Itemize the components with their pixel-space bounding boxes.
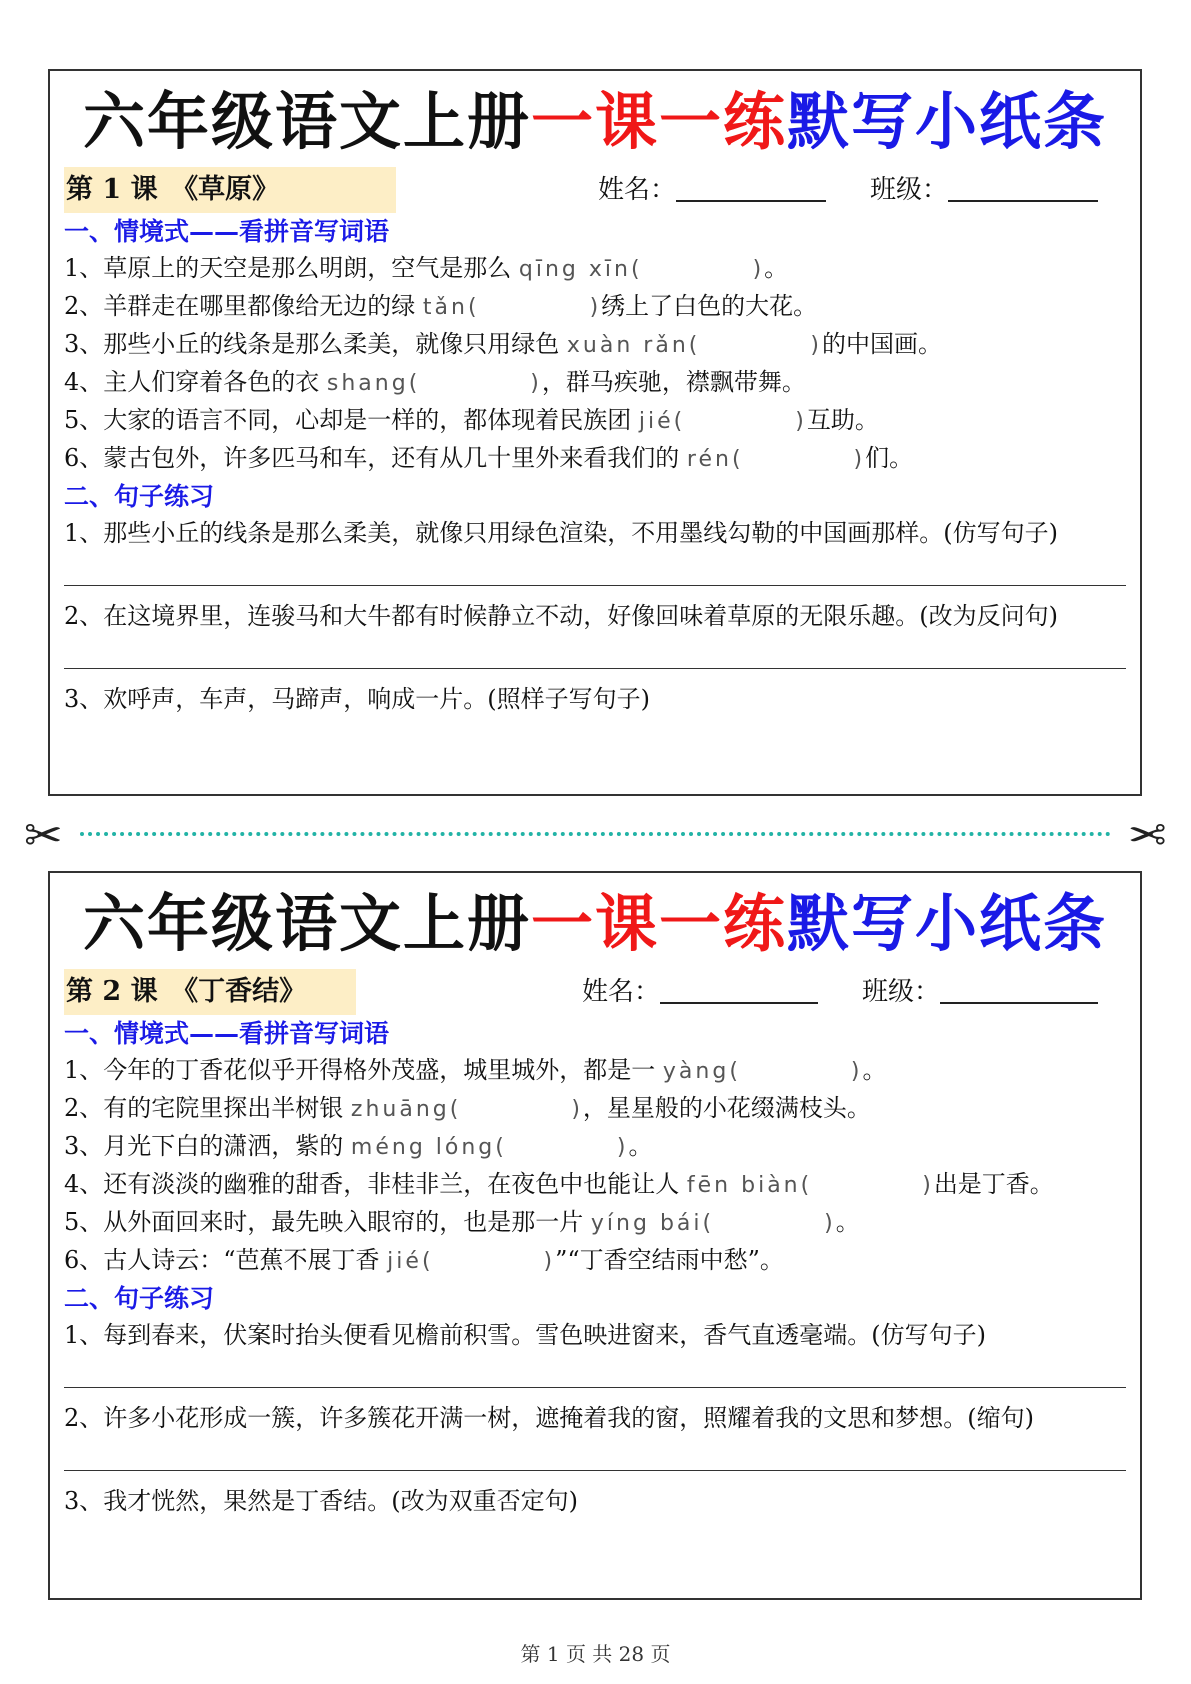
answer-line[interactable]	[64, 634, 1126, 669]
title-part-1: 六年级语文上册	[82, 887, 531, 960]
name-label: 姓名：	[597, 175, 676, 205]
section-heading-pinyin: 一、情境式——看拼音写词语	[64, 1019, 390, 1048]
close-paren: )	[616, 1135, 629, 1160]
pinyin-question	[64, 1128, 1126, 1166]
open-paren: (	[800, 1173, 813, 1198]
sentence-question: 1、每到春来，伏案时抬头便看见檐前积雪。雪色映进窗来，香气直透毫端。(仿写句子)	[64, 1321, 986, 1349]
question-text: 的中国画。	[821, 330, 942, 358]
class-label: 班级：	[861, 977, 940, 1007]
lesson-info-row	[64, 167, 1126, 213]
sentence-question: 3、欢呼声，车声，马蹄声，响成一片。(照样子写句子)	[64, 685, 650, 713]
sentence-question: 3、我才恍然，果然是丁香结。(改为双重否定句)	[64, 1487, 578, 1515]
name-input[interactable]	[660, 972, 818, 1004]
pinyin-question	[64, 288, 1126, 326]
open-paren: (	[731, 447, 744, 472]
class-label: 班级：	[869, 175, 948, 205]
cut-line	[80, 832, 1111, 836]
name-class-fields	[582, 969, 1098, 1015]
close-paren: )	[543, 1249, 556, 1274]
pinyin-prompt: zhuāng	[350, 1097, 450, 1122]
section-heading-pinyin: 一、情境式——看拼音写词语	[64, 217, 390, 246]
pinyin-question	[64, 1242, 1126, 1280]
question-text: 1、今年的丁香花似乎开得格外茂盛，城里城外，都是一	[64, 1056, 663, 1084]
pinyin-prompt: xuàn rǎn	[566, 333, 689, 358]
pinyin-prompt: jié	[638, 409, 674, 434]
pinyin-question	[64, 250, 1126, 288]
pinyin-question	[64, 326, 1126, 364]
question-text: 3、月光下白的潇洒，紫的	[64, 1132, 351, 1160]
open-paren: (	[688, 333, 701, 358]
question-text: 4、主人们穿着各色的衣	[64, 368, 327, 396]
lesson-label: 第 1 课 《草原》	[64, 167, 396, 213]
question-text: 4、还有淡淡的幽雅的甜香，非桂非兰，在夜色中也能让人	[64, 1170, 687, 1198]
open-paren: (	[630, 257, 643, 282]
close-paren: )	[795, 409, 807, 434]
pinyin-question	[64, 1052, 1126, 1090]
title-part-2: 一课一练	[530, 85, 787, 158]
pinyin-question	[64, 402, 1126, 440]
pinyin-prompt: tǎn	[422, 295, 468, 320]
answer-line[interactable]	[64, 551, 1126, 586]
title-part-3: 默写小纸条	[787, 85, 1108, 158]
worksheet-title	[64, 879, 1126, 969]
name-label: 姓名：	[581, 977, 660, 1007]
pinyin-prompt: yíng bái	[590, 1211, 703, 1236]
question-text: 5、从外面回来时，最先映入眼帘的，也是那一片	[64, 1208, 591, 1236]
lesson-label: 第 2 课 《丁香结》	[64, 969, 356, 1015]
sentence-question: 2、许多小花形成一簇，许多簇花开满一树，遮掩着我的窗，照耀着我的文思和梦想。(缩句)	[64, 1404, 1034, 1432]
pinyin-prompt: fēn biàn	[686, 1173, 801, 1198]
question-text: 2、羊群走在哪里都像给无边的绿	[64, 292, 423, 320]
open-paren: (	[495, 1135, 507, 1160]
name-input[interactable]	[676, 170, 826, 202]
question-text: ，群马疾驰，襟飘带舞。	[541, 368, 806, 396]
question-text: 绣上了白色的大花。	[601, 292, 818, 320]
pinyin-prompt: qīng xīn	[518, 257, 631, 282]
question-text: ”“丁香空结雨中愁”。	[555, 1246, 784, 1274]
sentence-question: 1、那些小丘的线条是那么柔美，就像只用绿色渲染，不用墨线勾勒的中国画那样。(仿写句子)	[64, 519, 1058, 547]
close-paren: )	[824, 1211, 836, 1236]
title-part-2: 一课一练	[530, 887, 787, 960]
title-part-3: 默写小纸条	[787, 887, 1108, 960]
answer-line[interactable]	[64, 1353, 1126, 1388]
close-paren: )	[853, 447, 866, 472]
sentence-question: 2、在这境界里，连骏马和大牛都有时候静立不动，好像回味着草原的无限乐趣。(改为反问句)	[64, 602, 1058, 630]
pinyin-question	[64, 440, 1126, 478]
section-heading-sentences: 二、句子练习	[64, 1284, 215, 1313]
lesson-card-1	[48, 69, 1142, 796]
open-paren: (	[673, 409, 686, 434]
pinyin-question	[64, 1204, 1126, 1242]
question-text: 5、大家的语言不同，心却是一样的，都体现着民族团	[64, 406, 639, 434]
question-text: 3、那些小丘的线条是那么柔美，就像只用绿色	[64, 330, 567, 358]
pinyin-prompt: jié	[387, 1249, 422, 1274]
close-paren: )	[810, 333, 822, 358]
open-paren: (	[729, 1059, 741, 1084]
open-paren: (	[449, 1097, 462, 1122]
answer-line[interactable]	[64, 1436, 1126, 1471]
question-text: 出是丁香。	[933, 1170, 1054, 1198]
pinyin-prompt: rén	[686, 447, 732, 472]
close-paren: )	[922, 1173, 934, 1198]
section-heading-sentences: 二、句子练习	[64, 482, 215, 511]
question-text: ，星星般的小花缀满枝头。	[582, 1094, 871, 1122]
open-paren: (	[408, 371, 421, 396]
question-text: 。	[764, 254, 789, 282]
question-text: 们。	[865, 444, 914, 472]
worksheet-title	[64, 77, 1126, 167]
question-text: 。	[862, 1056, 887, 1084]
page-footer: 第 1 页 共 28 页	[520, 1642, 671, 1666]
open-paren: (	[421, 1249, 434, 1274]
question-text: 。	[628, 1132, 653, 1160]
pinyin-prompt: shang	[326, 371, 409, 396]
close-paren: )	[571, 1097, 583, 1122]
scissors-icon: ✂	[1128, 808, 1167, 862]
class-input[interactable]	[940, 972, 1098, 1004]
pinyin-prompt: méng lóng	[350, 1135, 496, 1160]
close-paren: )	[850, 1059, 863, 1084]
scissors-icon: ✂	[24, 808, 63, 862]
pinyin-question	[64, 1166, 1126, 1204]
question-text: 6、蒙古包外，许多匹马和车，还有从几十里外来看我们的	[64, 444, 687, 472]
pinyin-question	[64, 364, 1126, 402]
title-part-1: 六年级语文上册	[82, 85, 531, 158]
close-paren: )	[530, 371, 542, 396]
class-input[interactable]	[948, 170, 1098, 202]
question-text: 互助。	[806, 406, 879, 434]
pinyin-question	[64, 1090, 1126, 1128]
open-paren: (	[467, 295, 480, 320]
question-text: 6、古人诗云：“芭蕉不展丁香	[64, 1246, 388, 1274]
pinyin-prompt: yàng	[662, 1059, 730, 1084]
question-text: 2、有的宅院里探出半树银	[64, 1094, 351, 1122]
question-text: 1、草原上的天空是那么明朗，空气是那么	[64, 254, 519, 282]
close-paren: )	[589, 295, 602, 320]
close-paren: )	[752, 257, 765, 282]
question-text: 。	[835, 1208, 860, 1236]
name-class-fields	[598, 167, 1098, 213]
open-paren: (	[702, 1211, 715, 1236]
lesson-card-2	[48, 871, 1142, 1600]
lesson-info-row	[64, 969, 1126, 1015]
